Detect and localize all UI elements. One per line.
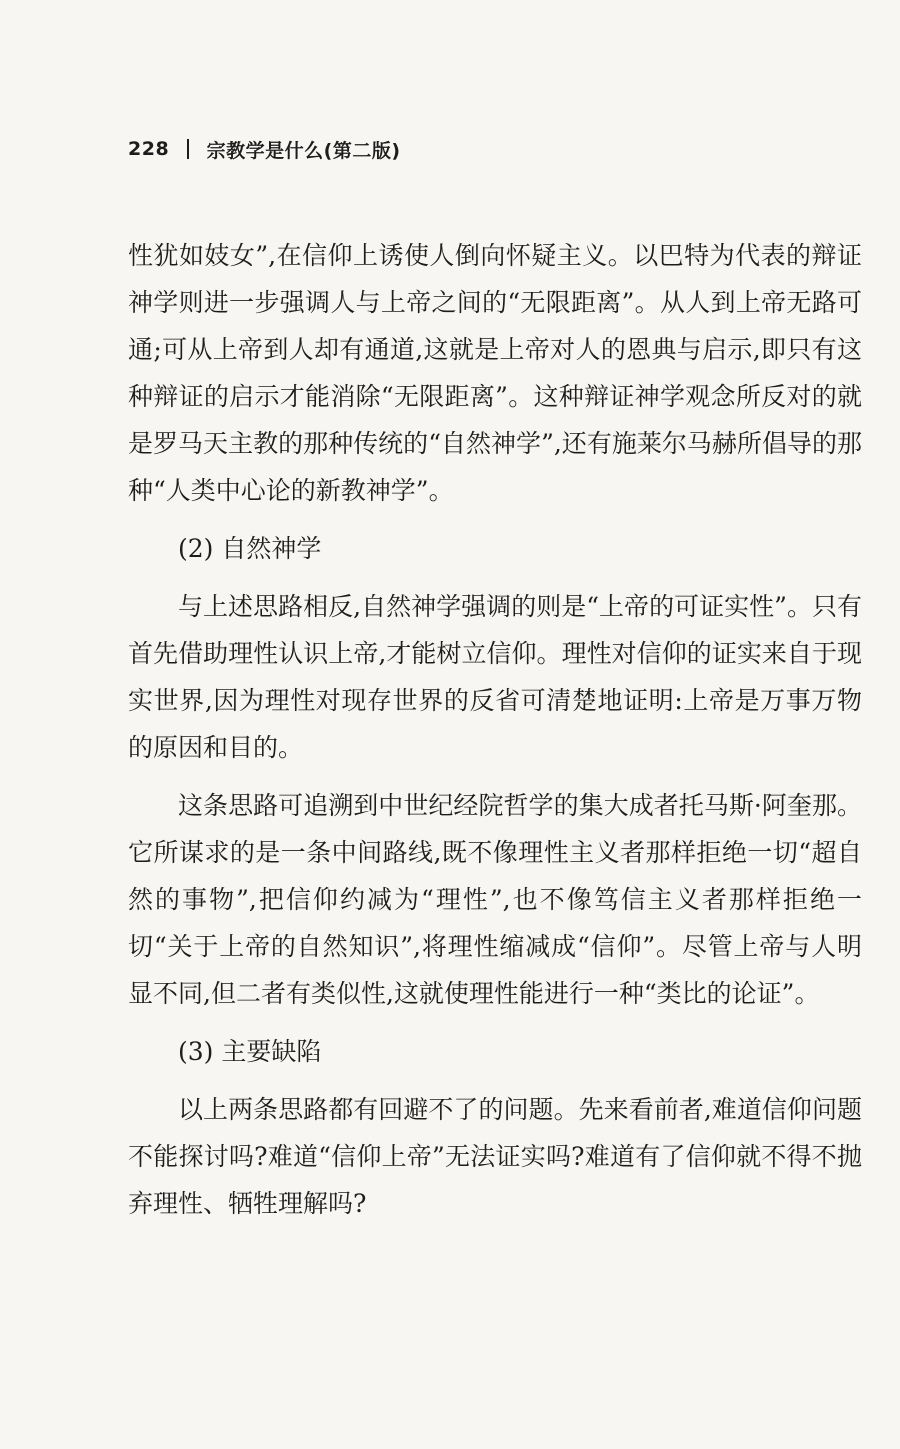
section-heading-natural-theology: (2) 自然神学 xyxy=(178,534,322,563)
header-separator xyxy=(187,139,189,159)
running-head xyxy=(128,134,401,164)
paragraph-gap xyxy=(128,1075,862,1086)
section-heading-main-defects: (3) 主要缺陷 xyxy=(178,1037,322,1066)
paragraph-aquinas: 这条思路可追溯到中世纪经院哲学的集大成者托马斯·阿奎那。它所谋求的是一条中间路线,既不像理性主义者那样拒绝一切“超自然的事物”,把信仰约减为“理性”,也不像笃信主义者那样拒绝一切“关于上帝的自然知识”,将理性缩减成“信仰”。尽管上帝与人明显不同,但二者有类似性,这就使理性能进行一种“类比的论证”。 xyxy=(128,791,862,1008)
paragraph-gap xyxy=(128,771,862,782)
book-title: 宗教学是什么(第二版) xyxy=(206,139,401,162)
page-number: 228 xyxy=(128,138,170,160)
paragraph-continued: 性犹如妓女”,在信仰上诱使人倒向怀疑主义。以巴特为代表的辩证神学则进一步强调人与上帝之间的“无限距离”。从人到上帝无路可通;可从上帝到人却有通道,这就是上帝对人的恩典与启示,即只有这种辩证的启示才能消除“无限距离”。这种辩证神学观念所反对的就是罗马天主教的那种传统的“自然神学”,还有施莱尔马赫所倡导的那种“人类中心论的新教神学”。 xyxy=(128,241,862,505)
paragraph-gap xyxy=(128,572,862,583)
paragraph-main-defects: 以上两条思路都有回避不了的问题。先来看前者,难道信仰问题不能探讨吗?难道“信仰上帝”无法证实吗?难道有了信仰就不得不抛弃理性、牺牲理解吗? xyxy=(128,1095,862,1218)
paragraph-gap xyxy=(128,1017,862,1028)
page-body xyxy=(128,232,862,1227)
paragraph-gap xyxy=(128,514,862,525)
paragraph-natural-theology: 与上述思路相反,自然神学强调的则是“上帝的可证实性”。只有首先借助理性认识上帝,才能树立信仰。理性对信仰的证实来自于现实世界,因为理性对现存世界的反省可清楚地证明:上帝是万事万物的原因和目的。 xyxy=(128,592,862,762)
